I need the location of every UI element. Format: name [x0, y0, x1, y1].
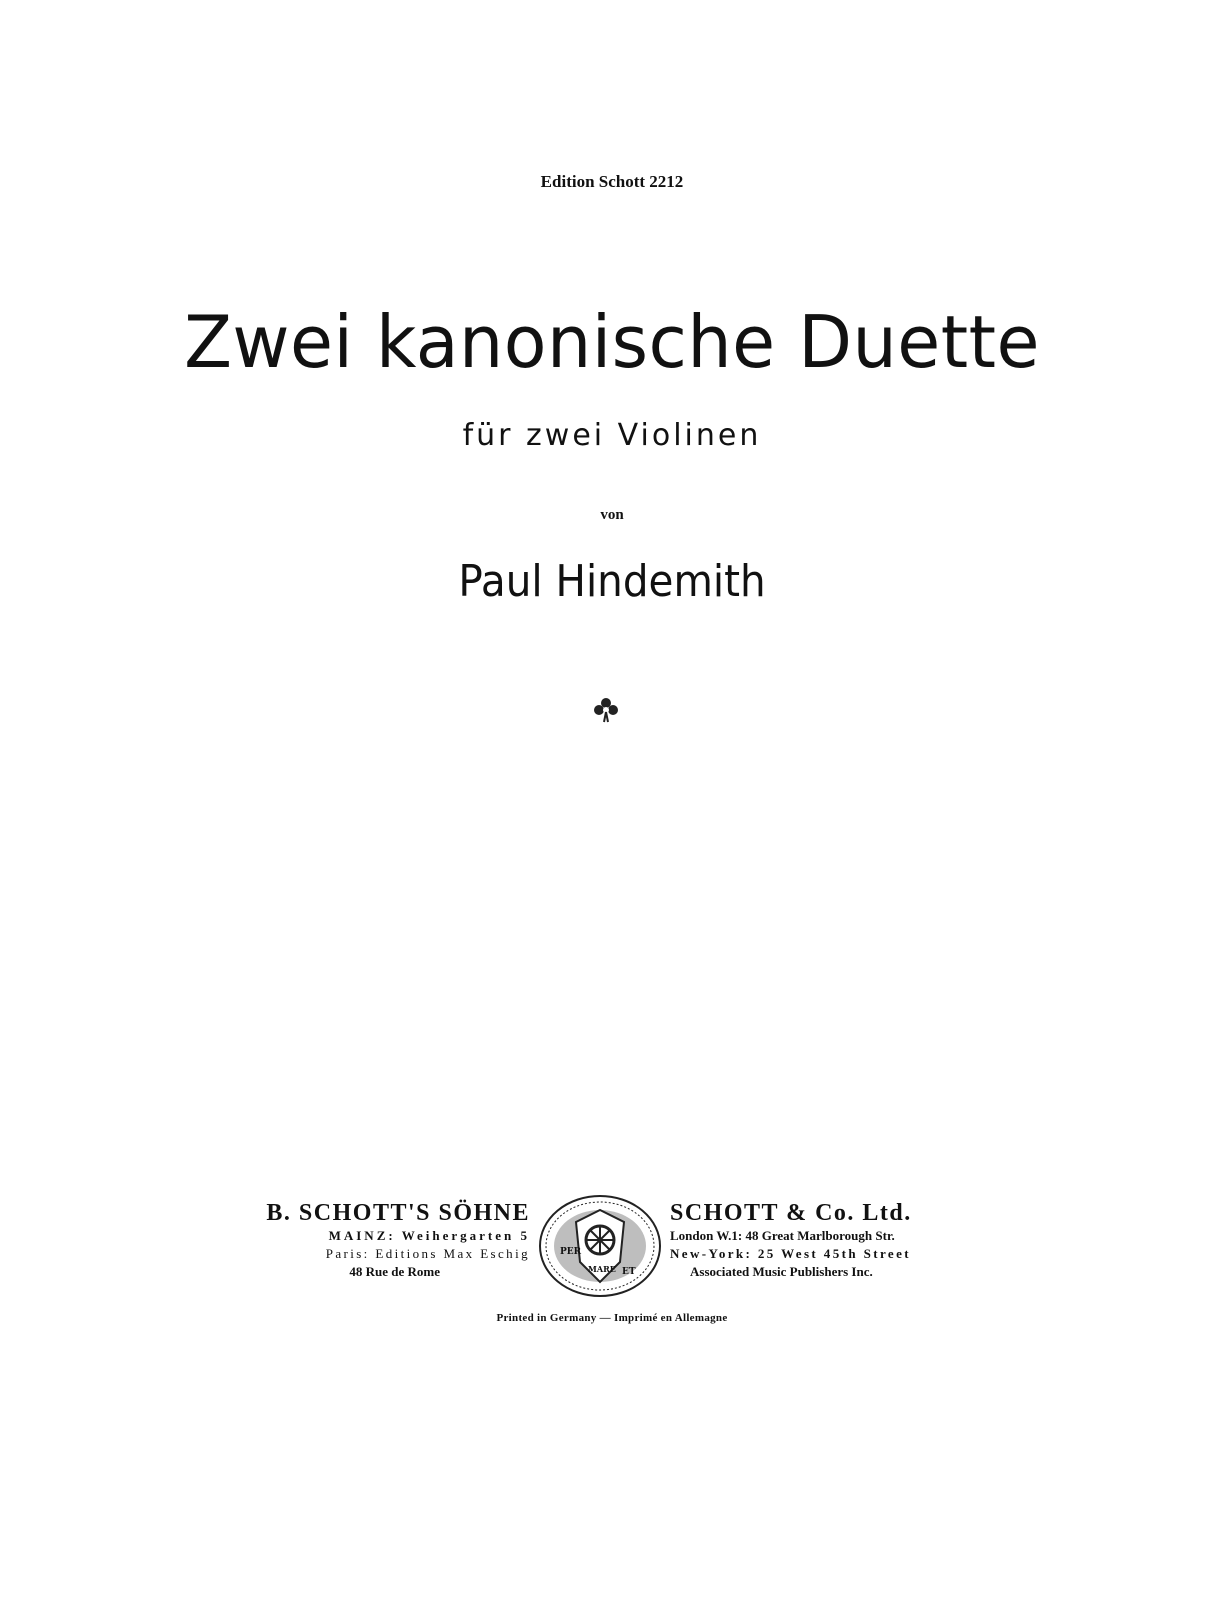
publisher-left-paris: Paris: Editions Max Eschig — [325, 1246, 530, 1261]
publisher-right-newyork: New-York: 25 West 45th Street — [670, 1246, 911, 1261]
seal-text-center: MARE — [588, 1264, 616, 1274]
publisher-right — [670, 1200, 970, 1281]
publisher-left-paris-address: 48 Rue de Rome — [349, 1264, 440, 1279]
seal-text-left: PER — [560, 1247, 582, 1257]
composer-name: Paul Hindemith — [458, 556, 766, 607]
subtitle: für zwei Violinen — [462, 418, 762, 453]
publisher-left — [240, 1200, 530, 1281]
floral-ornament-icon — [590, 694, 622, 726]
publisher-seal-icon — [536, 1192, 664, 1300]
by-label: von — [600, 507, 624, 523]
publisher-left-address: MAINZ: Weihergarten 5 — [328, 1228, 530, 1243]
publisher-right-name: SCHOTT & Co. Ltd. — [670, 1200, 912, 1226]
printed-in-note: Printed in Germany — Imprimé en Allemagne — [496, 1312, 728, 1324]
publisher-left-name: B. SCHOTT'S SÖHNE — [266, 1200, 530, 1226]
seal-text-right: ET — [622, 1267, 636, 1277]
page-title: Zwei kanonische Duette — [184, 300, 1040, 384]
edition-number: Edition Schott 2212 — [540, 172, 684, 191]
publisher-right-agency: Associated Music Publishers Inc. — [690, 1264, 873, 1279]
publisher-right-london: London W.1: 48 Great Marlborough Str. — [670, 1228, 895, 1243]
